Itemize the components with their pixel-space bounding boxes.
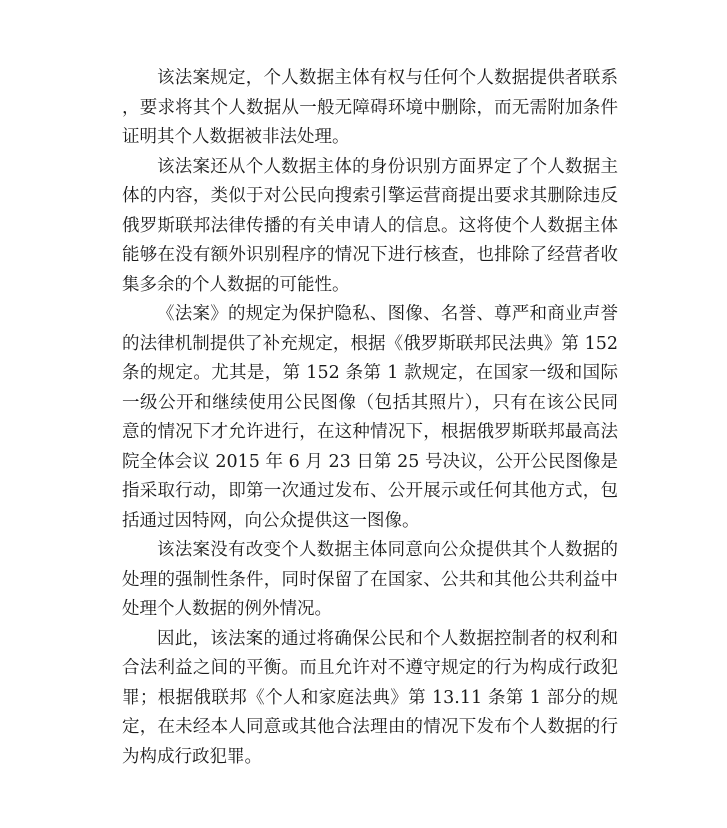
paragraph-5: 因此，该法案的通过将确保公民和个人数据控制者的权利和合法利益之间的平衡。而且允许对不遵守规定的行为构成行政犯罪；根据俄联邦《个人和家庭法典》第 13.11 条第 1 部分的规定，在未经本人同意或其他合法理由的情况下发布个人数据的行为构成行政犯罪。 — [122, 628, 618, 767]
document-body — [122, 64, 618, 772]
paragraph-2: 该法案还从个人数据主体的身份识别方面界定了个人数据主体的内容，类似于对公民向搜索引擎运营商提出要求其删除违反俄罗斯联邦法律传播的有关申请人的信息。这将使个人数据主体能够在没有额外识别程序的情况下进行核查，也排除了经营者收集多余的个人数据的可能性。 — [122, 156, 618, 295]
paragraph-4: 该法案没有改变个人数据主体同意向公众提供其个人数据的处理的强制性条件，同时保留了在国家、公共和其他公共利益中处理个人数据的例外情况。 — [122, 540, 618, 619]
paragraph-3: 《法案》的规定为保护隐私、图像、名誉、尊严和商业声誉的法律机制提供了补充规定，根据《俄罗斯联邦民法典》第 152 条的规定。尤其是，第 152 条第 1 款规定，在国家一级和国际一级公开和继续使用公民图像（包括其照片），只有在该公民同意的情况下才允许进行，在这种情况下，根据俄罗斯联邦最高法院全体会议 2015 年 6 月 23 日第 25 号决议，公开公民图像是指采取行动，即第一次通过发布、公开展示或任何其他方式，包括通过因特网，向公众提供这一图像。 — [122, 304, 618, 531]
paragraph-1: 该法案规定，个人数据主体有权与任何个人数据提供者联系，要求将其个人数据从一般无障碍环境中删除，而无需附加条件证明其个人数据被非法处理。 — [122, 68, 618, 147]
